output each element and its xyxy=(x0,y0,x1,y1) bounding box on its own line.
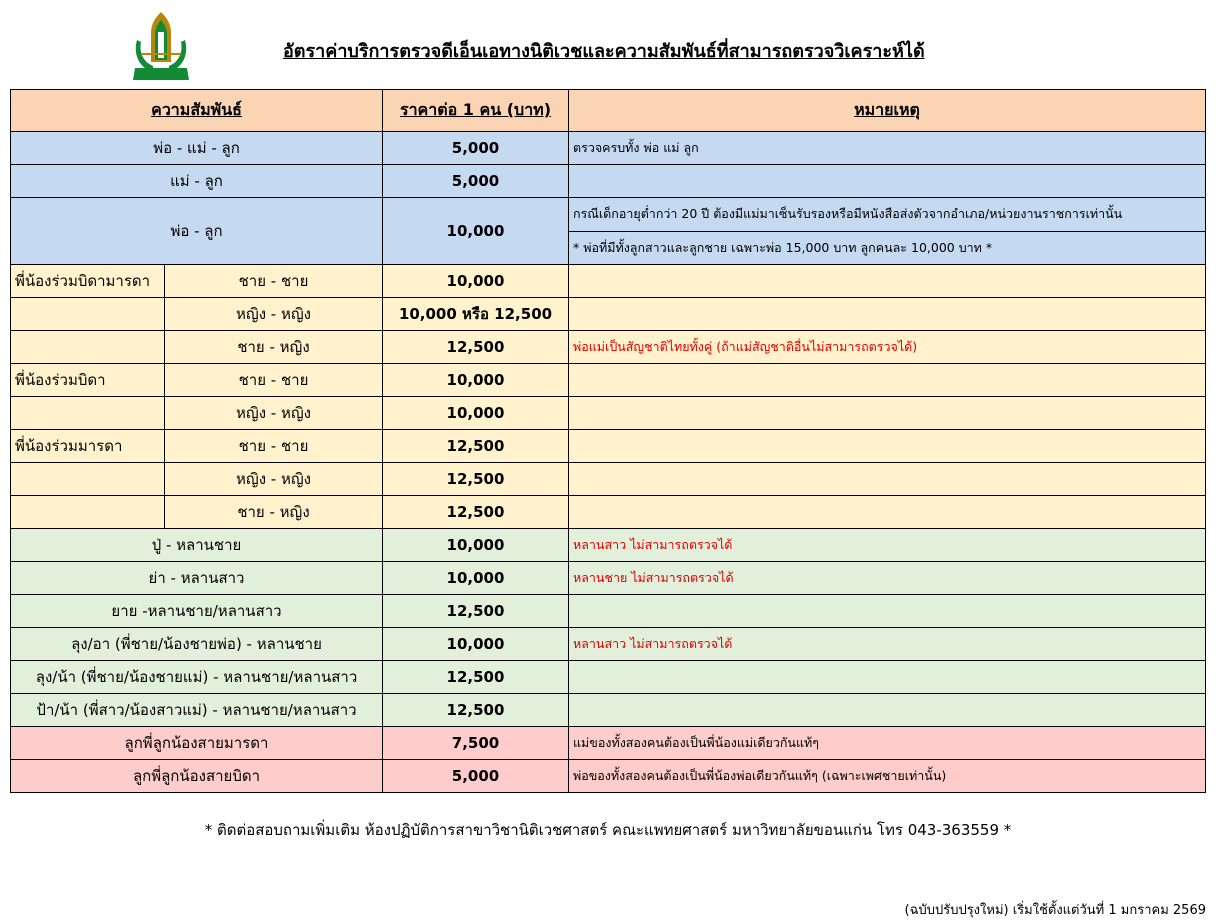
price-cell: 12,500 xyxy=(383,595,569,628)
note-cell xyxy=(569,595,1206,628)
page-title: อัตราค่าบริการตรวจดีเอ็นเอทางนิติเวชและความสัมพันธ์ที่สามารถตรวจวิเคราะห์ได้ xyxy=(283,41,925,62)
note-cell xyxy=(569,661,1206,694)
table-row xyxy=(11,694,1206,727)
group-cell: พี่น้องร่วมบิดามารดา xyxy=(11,265,165,298)
price-cell: 10,000 xyxy=(383,529,569,562)
contact-info: * ติดต่อสอบถามเพิ่มเติม ห้องปฏิบัติการสาขาวิชานิติเวชศาสตร์ คณะแพทยศาสตร์ มหาวิทยาลัยขอนแก่น โทร 043-363559 * xyxy=(204,821,1012,839)
price-cell: 5,000 xyxy=(383,760,569,793)
relation-cell: ชาย - หญิง xyxy=(165,496,383,529)
relation-cell: หญิง - หญิง xyxy=(165,397,383,430)
table-row xyxy=(11,760,1206,793)
header-relationship: ความสัมพันธ์ xyxy=(11,90,383,132)
price-cell: 10,000 xyxy=(383,562,569,595)
table-row xyxy=(11,562,1206,595)
note-cell: ตรวจครบทั้ง พ่อ แม่ ลูก xyxy=(569,132,1206,165)
table-row xyxy=(11,727,1206,760)
version-note: (ฉบับปรับปรุงใหม่) เริ่มใช้ตั้งแต่วันที่ 1 มกราคม 2569 xyxy=(904,903,1206,918)
group-cell xyxy=(11,463,165,496)
relation-cell: ชาย - ชาย xyxy=(165,364,383,397)
university-seal-logo xyxy=(131,10,191,85)
relation-cell: ชาย - ชาย xyxy=(165,265,383,298)
table-row xyxy=(11,397,1206,430)
header-note: หมายเหตุ xyxy=(569,90,1206,132)
note-cell xyxy=(569,298,1206,331)
relation-cell: ลุง/น้า (พี่ชาย/น้องชายแม่) - หลานชาย/หลานสาว xyxy=(11,661,383,694)
price-cell: 10,000 xyxy=(383,628,569,661)
price-cell: 5,000 xyxy=(383,132,569,165)
relation-cell: พ่อ - แม่ - ลูก xyxy=(11,132,383,165)
note-cell: หลานสาว ไม่สามารถตรวจได้ xyxy=(569,628,1206,661)
price-cell: 12,500 xyxy=(383,496,569,529)
note-cell xyxy=(569,397,1206,430)
note-cell xyxy=(569,265,1206,298)
table-row xyxy=(11,265,1206,298)
relation-cell: แม่ - ลูก xyxy=(11,165,383,198)
price-cell: 10,000 xyxy=(383,198,569,265)
price-cell: 10,000 xyxy=(383,397,569,430)
note-cell: หลานชาย ไม่สามารถตรวจได้ xyxy=(569,562,1206,595)
price-cell: 5,000 xyxy=(383,165,569,198)
relation-cell: หญิง - หญิง xyxy=(165,463,383,496)
note-cell: แม่ของทั้งสองคนต้องเป็นพี่น้องแม่เดียวกันแท้ๆ xyxy=(569,727,1206,760)
note-cell xyxy=(569,430,1206,463)
table-header-row xyxy=(11,90,1206,132)
note-cell: พ่อแม่เป็นสัญชาติไทยทั้งคู่ (ถ้าแม่สัญชาติอื่นไม่สามารถตรวจได้) xyxy=(569,331,1206,364)
table-row xyxy=(11,529,1206,562)
note-cell xyxy=(569,463,1206,496)
price-cell: 10,000 หรือ 12,500 xyxy=(383,298,569,331)
table-row xyxy=(11,132,1206,165)
note-cell: กรณีเด็กอายุต่ำกว่า 20 ปี ต้องมีแม่มาเซ็นรับรองหรือมีหนังสือส่งตัวจากอำเภอ/หน่วยงานราชการเท่านั้น xyxy=(569,198,1206,232)
table-row xyxy=(11,364,1206,397)
relation-cell: ปู่ - หลานชาย xyxy=(11,529,383,562)
price-cell: 10,000 xyxy=(383,265,569,298)
price-cell: 12,500 xyxy=(383,463,569,496)
table-row xyxy=(11,198,1206,232)
group-cell xyxy=(11,331,165,364)
price-cell: 7,500 xyxy=(383,727,569,760)
note-cell: * พ่อที่มีทั้งลูกสาวและลูกชาย เฉพาะพ่อ 15,000 บาท ลูกคนละ 10,000 บาท * xyxy=(569,231,1206,265)
table-row xyxy=(11,165,1206,198)
header-price: ราคาต่อ 1 คน (บาท) xyxy=(383,90,569,132)
group-cell: พี่น้องร่วมบิดา xyxy=(11,364,165,397)
relation-cell: ลูกพี่ลูกน้องสายบิดา xyxy=(11,760,383,793)
relation-cell: ป้า/น้า (พี่สาว/น้องสาวแม่) - หลานชาย/หลานสาว xyxy=(11,694,383,727)
relation-cell: ลูกพี่ลูกน้องสายมารดา xyxy=(11,727,383,760)
relation-cell: ชาย - หญิง xyxy=(165,331,383,364)
price-cell: 12,500 xyxy=(383,331,569,364)
note-cell xyxy=(569,496,1206,529)
relation-cell: ชาย - ชาย xyxy=(165,430,383,463)
relation-cell: พ่อ - ลูก xyxy=(11,198,383,265)
group-cell: พี่น้องร่วมมารดา xyxy=(11,430,165,463)
note-cell xyxy=(569,165,1206,198)
note-cell xyxy=(569,364,1206,397)
price-cell: 12,500 xyxy=(383,430,569,463)
table-row xyxy=(11,430,1206,463)
relation-cell: ลุง/อา (พี่ชาย/น้องชายพ่อ) - หลานชาย xyxy=(11,628,383,661)
note-cell xyxy=(569,694,1206,727)
table-row xyxy=(11,463,1206,496)
table-row xyxy=(11,628,1206,661)
relation-cell: ย่า - หลานสาว xyxy=(11,562,383,595)
price-cell: 12,500 xyxy=(383,694,569,727)
relation-cell: ยาย -หลานชาย/หลานสาว xyxy=(11,595,383,628)
table-row xyxy=(11,298,1206,331)
table-row xyxy=(11,496,1206,529)
group-cell xyxy=(11,496,165,529)
table-row xyxy=(11,661,1206,694)
note-cell: หลานสาว ไม่สามารถตรวจได้ xyxy=(569,529,1206,562)
table-row xyxy=(11,595,1206,628)
group-cell xyxy=(11,298,165,331)
price-cell: 12,500 xyxy=(383,661,569,694)
relation-cell: หญิง - หญิง xyxy=(165,298,383,331)
group-cell xyxy=(11,397,165,430)
table-row xyxy=(11,331,1206,364)
university-seal-icon xyxy=(131,10,191,85)
price-table xyxy=(10,89,1206,793)
note-cell: พ่อของทั้งสองคนต้องเป็นพี่น้องพ่อเดียวกันแท้ๆ (เฉพาะเพศชายเท่านั้น) xyxy=(569,760,1206,793)
price-cell: 10,000 xyxy=(383,364,569,397)
